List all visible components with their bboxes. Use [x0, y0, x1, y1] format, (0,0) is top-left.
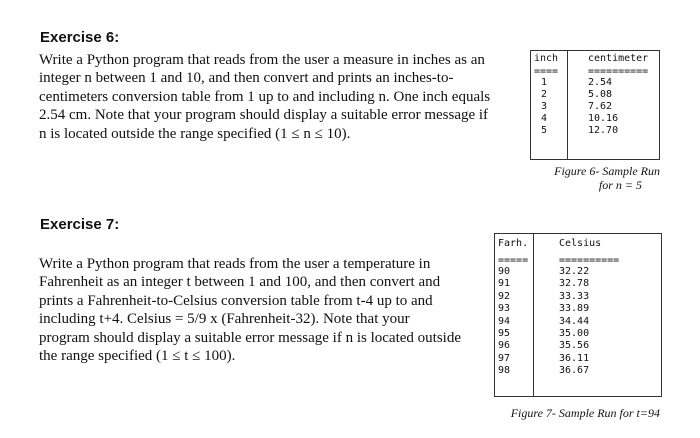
- fahrenheit-header: Farh.: [498, 238, 529, 249]
- exercise-7-line: program should display a suitable error message if n is located outside: [39, 329, 461, 346]
- centimeter-header: centimeter: [588, 53, 649, 64]
- inch-separator: ====: [534, 66, 559, 77]
- inch-values: [531, 77, 567, 137]
- exercise-7-text: [39, 255, 486, 365]
- table-cell: 92: [498, 290, 511, 302]
- exercise-6-line: n is located outside the range specified (1 ≤ n ≤ 10).: [39, 125, 351, 142]
- fahrenheit-column: [495, 234, 534, 396]
- table-cell: 4: [541, 113, 548, 124]
- table-cell: 96: [498, 340, 511, 352]
- exercise-7-line: prints a Fahrenheit-to-Celsius conversion table from t-4 up to and: [39, 292, 433, 309]
- exercise-6-title: Exercise 6:: [40, 29, 120, 46]
- exercise-7-line: Write a Python program that reads from the user a temperature in: [39, 256, 431, 272]
- sample-run-table-7: [494, 233, 662, 397]
- celsius-values: [534, 266, 661, 378]
- table-cell: 33.33: [559, 290, 590, 302]
- table-cell: 5: [541, 125, 548, 136]
- table-cell: 97: [498, 352, 511, 364]
- figure-6-caption-line: for n = 5: [598, 178, 642, 192]
- inch-column: [531, 51, 568, 159]
- table-cell: 12.70: [588, 125, 619, 136]
- table-cell: 32.78: [559, 278, 590, 290]
- celsius-separator: ==========: [559, 255, 620, 266]
- table-cell: 98: [498, 365, 511, 377]
- exercise-6-line: Write a Python program that reads from the user a measure in inches as an: [39, 52, 485, 68]
- table-cell: 2.54: [588, 77, 613, 88]
- table-cell: 95: [498, 328, 511, 340]
- centimeter-column: [568, 51, 659, 159]
- exercise-7-line: the range specified (1 ≤ t ≤ 100).: [39, 348, 236, 365]
- centimeter-values: [568, 77, 659, 137]
- table-cell: 35.00: [559, 328, 590, 340]
- table-cell: 2: [541, 89, 548, 100]
- figure-7-caption: Figure 7- Sample Run for t=94: [510, 406, 660, 420]
- table-cell: 33.89: [559, 303, 590, 315]
- table-cell: 35.56: [559, 340, 590, 352]
- table-cell: 36.67: [559, 365, 590, 377]
- table-cell: 7.62: [588, 101, 613, 112]
- table-cell: 93: [498, 303, 511, 315]
- table-cell: 5.08: [588, 89, 613, 100]
- exercise-7-line: including t+4. Celsius = 5/9 x (Fahrenheit-32). Note that your: [39, 311, 410, 328]
- fahrenheit-separator: =====: [498, 255, 529, 266]
- table-cell: 34.44: [559, 315, 590, 327]
- table-cell: 1: [541, 77, 548, 88]
- figure-6-caption-line: Figure 6- Sample Run: [554, 164, 660, 178]
- sample-run-table-6: [530, 50, 660, 160]
- celsius-header: Celsius: [559, 238, 602, 249]
- table-cell: 94: [498, 315, 511, 327]
- exercise-6-text: [39, 51, 521, 143]
- exercise-7-line: Fahrenheit as an integer t between 1 and 100, and then convert and: [39, 274, 441, 291]
- exercise-6-line: centimeters conversion table from 1 up to and including n. One inch equals: [39, 88, 491, 105]
- table-cell: 10.16: [588, 113, 619, 124]
- exercise-7-title: Exercise 7:: [40, 216, 120, 233]
- figure-6-caption: [530, 164, 660, 192]
- inch-header: inch: [534, 53, 559, 64]
- fahrenheit-values: [495, 266, 533, 378]
- celsius-column: [534, 234, 661, 396]
- table-cell: 91: [498, 278, 511, 290]
- table-cell: 90: [498, 266, 511, 277]
- exercise-6-line: integer n between 1 and 10, and then convert and prints an inches-to-: [39, 70, 454, 87]
- table-cell: 32.22: [559, 266, 590, 277]
- exercise-6-line: 2.54 cm. Note that your program should display a suitable error message if: [39, 107, 489, 124]
- table-cell: 36.11: [559, 352, 590, 364]
- centimeter-separator: ==========: [588, 66, 649, 77]
- table-cell: 3: [541, 101, 548, 112]
